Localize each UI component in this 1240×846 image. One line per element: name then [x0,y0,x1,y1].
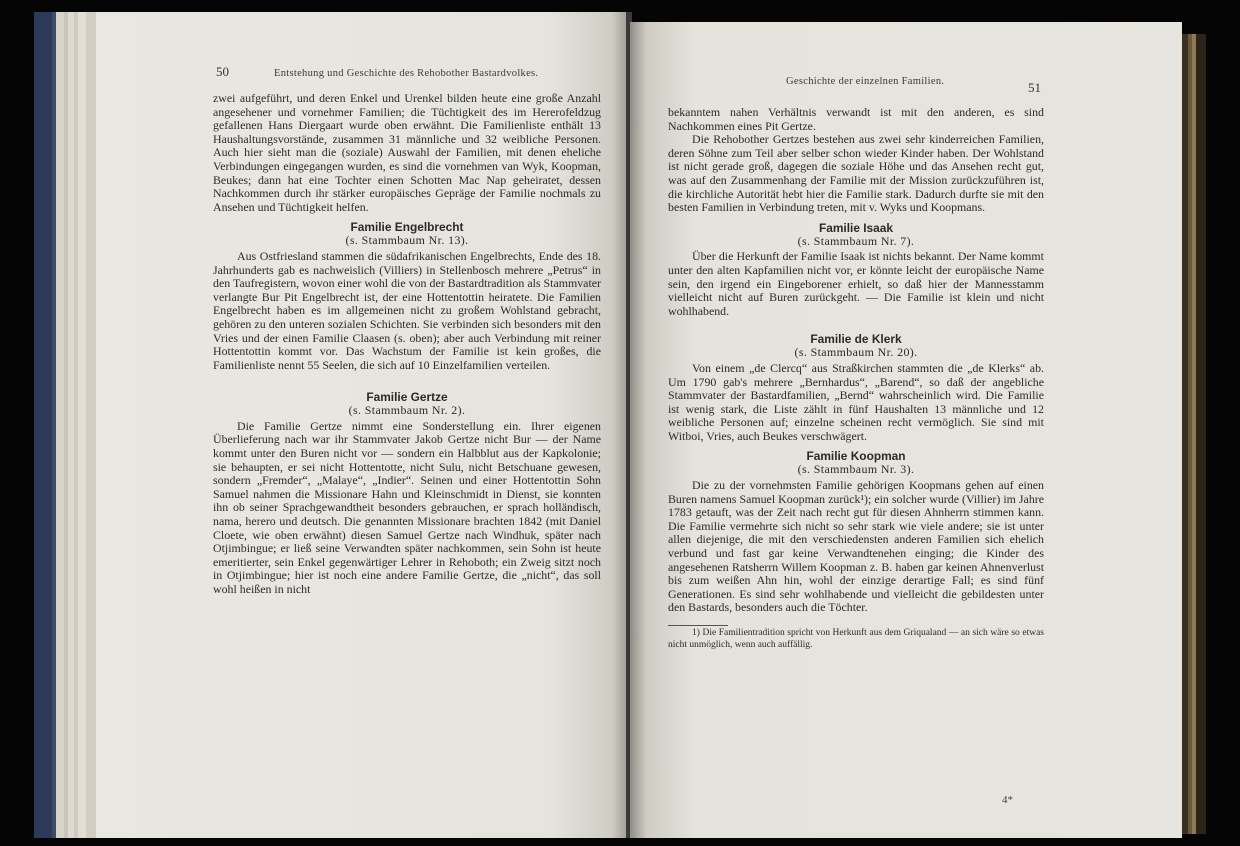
paragraph-koopman: Die zu der vornehmsten Familie gehörigen Koopmans gehen auf einen Buren namens Samuel Koopman zurück¹); ein solcher wurde (Villier) im Jahre 1783 getauft, was der Zeit nach recht gut für diesen Ahnherrn stimmen kann. Die Familie vermehrte sich nicht so sehr stark wie viele andere; sie ist unter allen diejenige, die mit den verschiedensten anderen Familien sich ehelich verbund und fast gar keine Verwandtenehen einging; die Kinder des angesehenen Ratsherrn Willem Koopman z. B. haben gar keinen Ahnenverlust bis zum weißen Ahn hin, wohl der einzige derartige Fall; es sind fünf Generationen. Es sind sehr wohlhabende und vielleicht die gebildesten unter den Bastards, besonders auch die Töchter. [668,478,1044,615]
open-book [34,12,1206,838]
right-page-body [668,106,1044,651]
running-head-right: Geschichte der einzelnen Familien. [786,76,945,87]
book-cover-edge-right [1182,34,1206,834]
page-stack-left [34,12,96,838]
intro-paragraph: zwei aufgeführt, und deren Enkel und Urenkel bilden heute eine große Anzahl angesehener und vornehmer Familien; die Tüchtigkeit des im Hererofeldzug gefallenen Hans Diergaart wurde oben erwähnt. Die Familienliste enthält 13 Haushaltungsvorstände, zusammen 31 männliche und 32 weibliche Personen. Auch hier sieht man die (soziale) Auswahl der Familien, mit denen eheliche Verbindungen eingegangen wurden, es sind die vornehmen van Wyk, Koopman, Beukes; dann hat eine Tochter einen Schotten Mac Nap geheiratet, dessen Nachkommen durch ihr stärker europäisches Gepräge der Familie nochmals zu Ansehen und Tüchtigkeit helfen. [213,91,601,214]
ref-gertze: (s. Stammbaum Nr. 2). [348,403,466,418]
ref-isaak: (s. Stammbaum Nr. 7). [797,233,915,248]
heading-engelbrecht: Familie Engelbrecht [350,220,464,235]
intro-paragraph-2: Die Rehobother Gertzes bestehen aus zwei sehr kinderreichen Familien, deren Söhne zum Teil aber selber schon wieder Kinder haben. Der Wohlstand ist nicht gerade groß, dagegen die soziale Höhe und das Ansehen recht gut, was auf den Zusammenhang der Familie mit der Mission zurückzuführen ist, die kirchliche Autorität hebt hier die Familie stark. Dadurch durfte sie mit den besten Familien in Verbindung treten, mit v. Wyks und Koopmans. [668,132,1044,215]
ref-engelbrecht: (s. Stammbaum Nr. 13). [345,233,469,248]
left-page-body [213,92,601,597]
paragraph-isaak: Über die Herkunft der Familie Isaak ist nichts bekannt. Der Name kommt unter den alten Kapfamilien nicht vor, er könnte leicht der europäische Name sein, den irgend ein Eingeborener erhielt, so daß hier der Mannesstamm vielleicht nicht auf Buren zurückgeht. — Die Familie ist klein und nicht wohlhabend. [668,249,1044,318]
heading-gertze: Familie Gertze [366,390,448,405]
paragraph-gertze: Die Familie Gertze nimmt eine Sonderstellung ein. Ihrer eigenen Überlieferung nach war ihr Stammvater Jakob Gertze nicht Bur — der Name kommt unter den Buren nicht vor — sondern ein Halbblut aus der Kapkolonie; sie behaupten, er sei nicht Hottentotte, nicht Sulu, nicht Betschuane gewesen, sondern „Fremder“, „Malaye“, „Indier“. Seinen und einer Hottentottin Sohn Samuel nahmen die Missionare Hahn und Kleinschmidt in Dienst, sie konnten ihn ob seiner Sprachgewandtheit besonders gebrauchen, er sprach holländisch, nama, herero und deutsch. Die genannten Missionare brachten 1842 (mit Daniel Cloete, wie oben erwähnt) diesen Samuel Gertze nach Windhuk, später nach Otjimbingue; er ließ seine Verwandten später nachkommen, sein Sohn ist heute emeritierter, sein Enkel gegenwärtiger Lehrer in Rehoboth; ein Zweig sitzt noch in Otjimbingue; hier ist noch eine andere Familie Gertze, die „nicht“, das soll wohl heißen in nicht [213,418,601,596]
ref-koopman: (s. Stammbaum Nr. 3). [797,462,915,477]
heading-koopman: Familie Koopman [806,449,906,464]
page-number-left: 50 [216,64,229,79]
page-number-right: 51 [1028,80,1041,95]
footnote-rule [668,625,728,626]
signature-mark: 4* [1002,794,1013,806]
heading-de-klerk: Familie de Klerk [810,332,902,347]
right-page [630,22,1182,838]
running-head-left: Entstehung und Geschichte des Rehobother Bastardvolkes. [274,68,539,79]
paragraph-de-klerk: Von einem „de Clercq“ aus Straßkirchen stammten die „de Klerks“ ab. Um 1790 gab's mehrere „Bernhardus“, „Barend“, so daß der angebliche Stammvater der Bastardfamilien, „Bernd“ wahrscheinlich wird. Die Familie ist wenig stark, die Liste zählt in fünf Haushalten 13 männliche und 12 weibliche Personen auf; einzelne scheinen recht vermöglich. Sie sind mit Witboi, Vries, auch Beukes verschwägert. [668,360,1044,443]
footnote: 1) Die Familientradition spricht von Herkunft aus dem Griqualand — an sich wäre so etwas nicht unmöglich, wenn auch auffällig. [668,628,1044,650]
left-page [96,12,628,838]
paragraph-engelbrecht: Aus Ostfriesland stammen die südafrikanischen Engelbrechts, Ende des 18. Jahrhunderts gab es nachweislich (Villiers) in Stellenbosch mehrere „Petrus“ in den Taufregistern, wovon einer wohl die von der Bastardtradition als Stammvater verlangte Bur Pit Engelbrecht ist, der eine Hottentottin heiratete. Die Familien Engelbrecht haben es im allgemeinen nicht zu großem Wohlstand gebracht, gehören zu den unteren sozialen Schichten. Sie verbinden sich besonders mit den Vries und der einen Familie Claasen (s. oben); aber auch Verbindung mit reiner Hottentottin kommt vor. Das Wachstum der Familie ist kein großes, die Familienliste nennt 55 Seelen, die sich auf 10 Einzelfamilien verteilen. [213,248,601,372]
heading-isaak: Familie Isaak [818,220,894,235]
intro-paragraph-1: bekanntem nahen Verhältnis verwandt ist mit den anderen, es sind Nachkommen eines Pit Gertze. [668,105,1044,133]
ref-de-klerk: (s. Stammbaum Nr. 20). [794,345,918,360]
